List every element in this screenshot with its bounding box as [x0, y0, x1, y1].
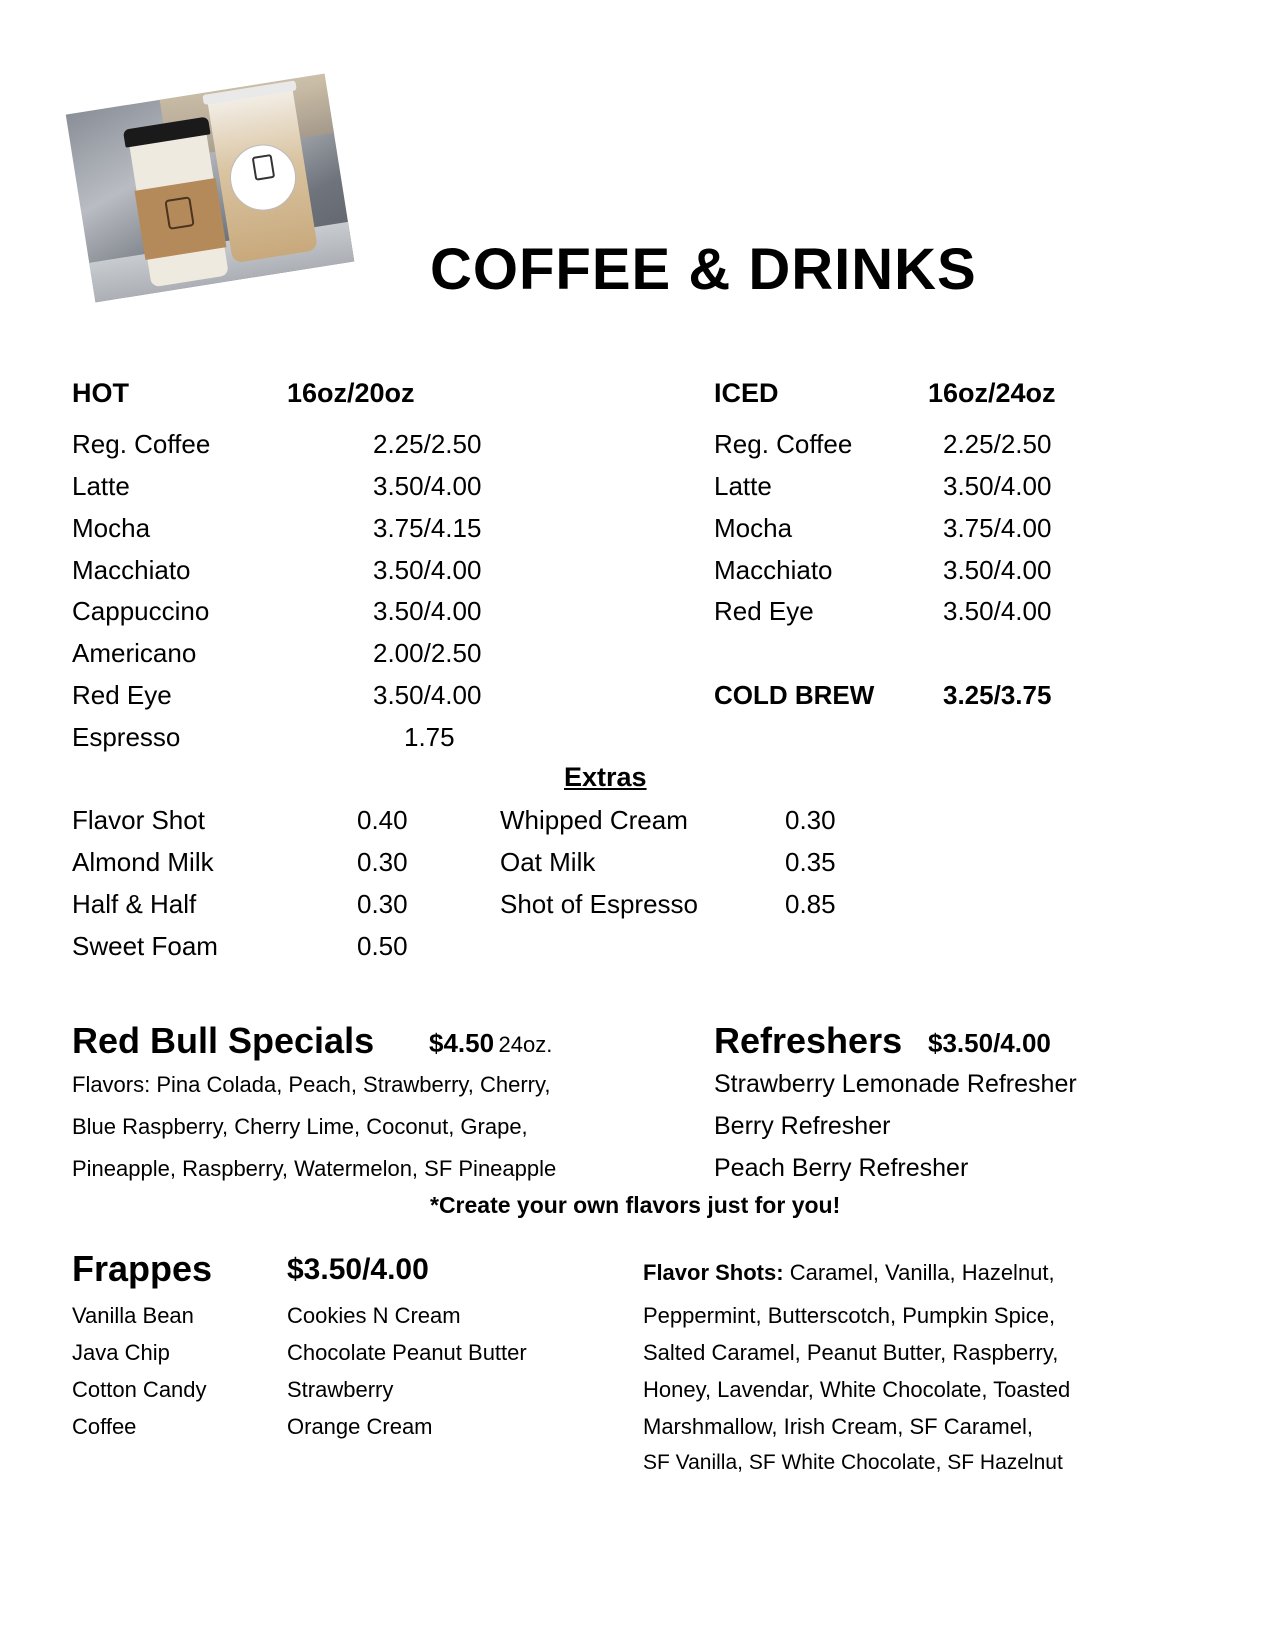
extra-price: 0.50 [357, 931, 408, 961]
cold-brew-name: COLD BREW [714, 680, 875, 710]
iced-item-name: Latte [714, 471, 772, 501]
frappe-item: Chocolate Peanut Butter [287, 1340, 527, 1365]
hot-sizes: 16oz/20oz [287, 378, 415, 408]
extra-name: Sweet Foam [72, 931, 218, 961]
flavor-shots-first-line [643, 1260, 1055, 1286]
iced-item-name: Mocha [714, 513, 793, 543]
extra-price: 0.85 [785, 889, 836, 919]
refreshers-title: Refreshers [714, 1020, 903, 1061]
hot-item-name: Espresso [72, 722, 181, 752]
extra-price: 0.30 [357, 847, 408, 877]
iced-item-price: 3.75/4.00 [943, 513, 1052, 543]
extra-price: 0.35 [785, 847, 836, 877]
red-bull-price-line [429, 1028, 552, 1059]
refresher-item: Berry Refresher [714, 1112, 891, 1140]
iced-item-name: Reg. Coffee [714, 429, 853, 459]
frappes-title: Frappes [72, 1248, 213, 1289]
extra-name: Oat Milk [500, 847, 596, 877]
iced-item-name: Macchiato [714, 555, 833, 585]
iced-item-price: 3.50/4.00 [943, 555, 1052, 585]
hot-item-price: 1.75 [404, 722, 455, 752]
red-bull-price: $4.50 [429, 1028, 495, 1058]
hot-item-name: Reg. Coffee [72, 429, 211, 459]
refresher-item: Strawberry Lemonade Refresher [714, 1070, 1077, 1098]
hot-item-name: Red Eye [72, 680, 172, 710]
iced-item-price: 2.25/2.50 [943, 429, 1052, 459]
iced-heading: ICED [714, 378, 779, 408]
hot-item-price: 3.75/4.15 [373, 513, 482, 543]
iced-item-price: 3.50/4.00 [943, 471, 1052, 501]
hot-item-price: 3.50/4.00 [373, 471, 482, 501]
hot-item-price: 3.50/4.00 [373, 680, 482, 710]
red-bull-size: 24oz. [498, 1032, 553, 1057]
extra-price: 0.30 [785, 805, 836, 835]
hot-item-name: Macchiato [72, 555, 191, 585]
hot-item-name: Americano [72, 638, 197, 668]
extras-heading: Extras [564, 762, 647, 792]
frappe-item: Orange Cream [287, 1414, 433, 1439]
hot-item-price: 3.50/4.00 [373, 596, 482, 626]
refresher-item: Peach Berry Refresher [714, 1154, 969, 1182]
cold-brew-price: 3.25/3.75 [943, 680, 1052, 710]
iced-sizes: 16oz/24oz [928, 378, 1056, 408]
frappe-item: Coffee [72, 1414, 137, 1439]
hot-item-name: Mocha [72, 513, 151, 543]
extra-price: 0.40 [357, 805, 408, 835]
hot-item-price: 2.25/2.50 [373, 429, 482, 459]
refreshers-price: $3.50/4.00 [928, 1028, 1051, 1058]
coffee-cups-photo [66, 74, 354, 303]
red-bull-title: Red Bull Specials [72, 1020, 375, 1061]
hot-cup-sleeve [135, 178, 227, 260]
flavor-shots-line: Salted Caramel, Peanut Butter, Raspberry, [643, 1340, 1059, 1365]
create-flavors-note: *Create your own flavors just for you! [430, 1192, 841, 1218]
frappes-price: $3.50/4.00 [287, 1253, 429, 1286]
frappe-item: Vanilla Bean [72, 1303, 194, 1328]
sleeve-logo-icon [164, 196, 194, 230]
extra-name: Whipped Cream [500, 805, 688, 835]
iced-item-name: Red Eye [714, 596, 814, 626]
red-bull-flavors-line: Pineapple, Raspberry, Watermelon, SF Pineapple [72, 1156, 557, 1181]
extra-price: 0.30 [357, 889, 408, 919]
iced-cup-sticker [225, 140, 301, 216]
frappe-item: Java Chip [72, 1340, 170, 1365]
flavor-shots-label: Flavor Shots: [643, 1260, 784, 1285]
red-bull-flavors-line: Flavors: Pina Colada, Peach, Strawberry, Cherry, [72, 1072, 551, 1097]
hot-item-name: Cappuccino [72, 596, 210, 626]
hot-item-price: 2.00/2.50 [373, 638, 482, 668]
iced-item-price: 3.50/4.00 [943, 596, 1052, 626]
flavor-shots-line: Marshmallow, Irish Cream, SF Caramel, [643, 1414, 1033, 1439]
extra-name: Shot of Espresso [500, 889, 698, 919]
flavor-shots-line: Honey, Lavendar, White Chocolate, Toasted [643, 1377, 1071, 1402]
extra-name: Flavor Shot [72, 805, 205, 835]
hot-heading: HOT [72, 378, 129, 408]
hot-item-price: 3.50/4.00 [373, 555, 482, 585]
frappe-item: Strawberry [287, 1377, 394, 1402]
frappe-item: Cookies N Cream [287, 1303, 461, 1328]
iced-cup-lid [202, 80, 296, 105]
flavor-shots-line: Peppermint, Butterscotch, Pumpkin Spice, [643, 1303, 1056, 1328]
extra-name: Half & Half [72, 889, 197, 919]
page-title: COFFEE & DRINKS [430, 237, 977, 302]
flavor-shots-first: Caramel, Vanilla, Hazelnut, [789, 1260, 1055, 1285]
red-bull-flavors-line: Blue Raspberry, Cherry Lime, Coconut, Grape, [72, 1114, 528, 1139]
hot-item-name: Latte [72, 471, 130, 501]
flavor-shots-line: SF Vanilla, SF White Chocolate, SF Hazelnut [643, 1451, 1063, 1474]
frappe-item: Cotton Candy [72, 1377, 207, 1402]
sticker-logo-icon [252, 154, 276, 181]
extra-name: Almond Milk [72, 847, 214, 877]
